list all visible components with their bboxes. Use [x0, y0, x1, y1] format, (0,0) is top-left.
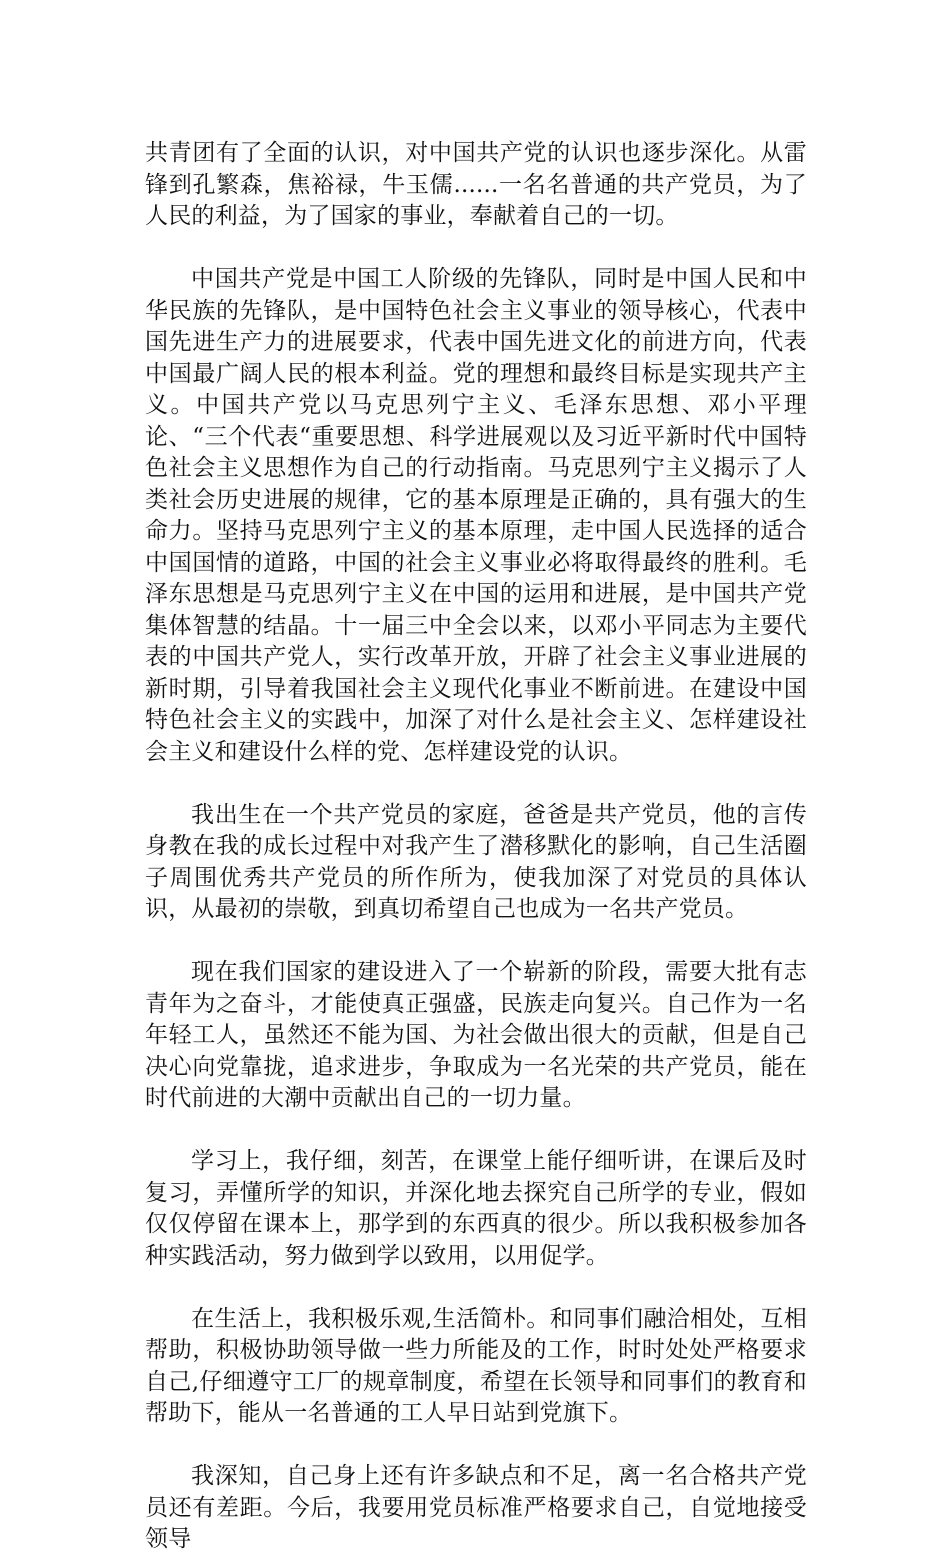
- paragraph-2: 中国共产党是中国工人阶级的先锋队，同时是中国人民和中华民族的先锋队，是中国特色社会主义事业的领导核心，代表中国先进生产力的进展要求，代表中国先进文化的前进方向，代表中国最广阔人民的根本利益。党的理想和最终目标是实现共产主义。中国共产党以马克思列宁主义、毛泽东思想、邓小平理论、“三个代表“重要思想、科学进展观以及习近平新时代中国特色社会主义思想作为自己的行动指南。马克思列宁主义揭示了人类社会历史进展的规律，它的基本原理是正确的，具有强大的生命力。坚持马克思列宁主义的基本原理，走中国人民选择的适合中国国情的道路，中国的社会主义事业必将取得最终的胜利。毛泽东思想是马克思列宁主义在中国的运用和进展，是中国共产党集体智慧的结晶。十一届三中全会以来，以邓小平同志为主要代表的中国共产党人，实行改革开放，开辟了社会主义事业进展的新时期，引导着我国社会主义现代化事业不断前进。在建设中国特色社会主义的实践中，加深了对什么是社会主义、怎样建设社会主义和建设什么样的党、怎样建设党的认识。: [145, 266, 807, 765]
- paragraph-3: 我出生在一个共产党员的家庭，爸爸是共产党员，他的言传身教在我的成长过程中对我产生了潜移默化的影响，自己生活圈子周围优秀共产党员的所作所为，使我加深了对党员的具体认识，从最初的崇敬，到真切希望自己也成为一名共产党员。: [145, 801, 807, 922]
- paragraph-1: 共青团有了全面的认识，对中国共产党的认识也逐步深化。从雷锋到孔繁森，焦裕禄，牛玉儒......一名名普通的共产党员，为了人民的利益，为了国家的事业，奉献着自己的一切。: [145, 140, 807, 229]
- paragraph-4: 现在我们国家的建设进入了一个崭新的阶段，需要大批有志青年为之奋斗，才能使真正强盛，民族走向复兴。自己作为一名年轻工人，虽然还不能为国、为社会做出很大的贡献，但是自己决心向党靠拢，追求进步，争取成为一名光荣的共产党员，能在时代前进的大潮中贡献出自己的一切力量。: [145, 959, 807, 1111]
- document-page: [145, 138, 807, 1556]
- paragraph-6: 在生活上，我积极乐观,生活简朴。和同事们融洽相处，互相帮助，积极协助领导做一些力所能及的工作，时时处处严格要求自己,仔细遵守工厂的规章制度，希望在长领导和同事们的教育和帮助下，能从一名普通的工人早日站到党旗下。: [145, 1305, 807, 1426]
- paragraph-5: 学习上，我仔细，刻苦，在课堂上能仔细听讲，在课后及时复习，弄懂所学的知识，并深化地去探究自己所学的专业，假如仅仅停留在课本上，那学到的东西真的很少。所以我积极参加各种实践活动，努力做到学以致用，以用促学。: [145, 1148, 807, 1269]
- paragraph-7: 我深知，自己身上还有许多缺点和不足，离一名合格共产党员还有差距。今后，我要用党员标准严格要求自己，自觉地接受领导: [145, 1463, 807, 1552]
